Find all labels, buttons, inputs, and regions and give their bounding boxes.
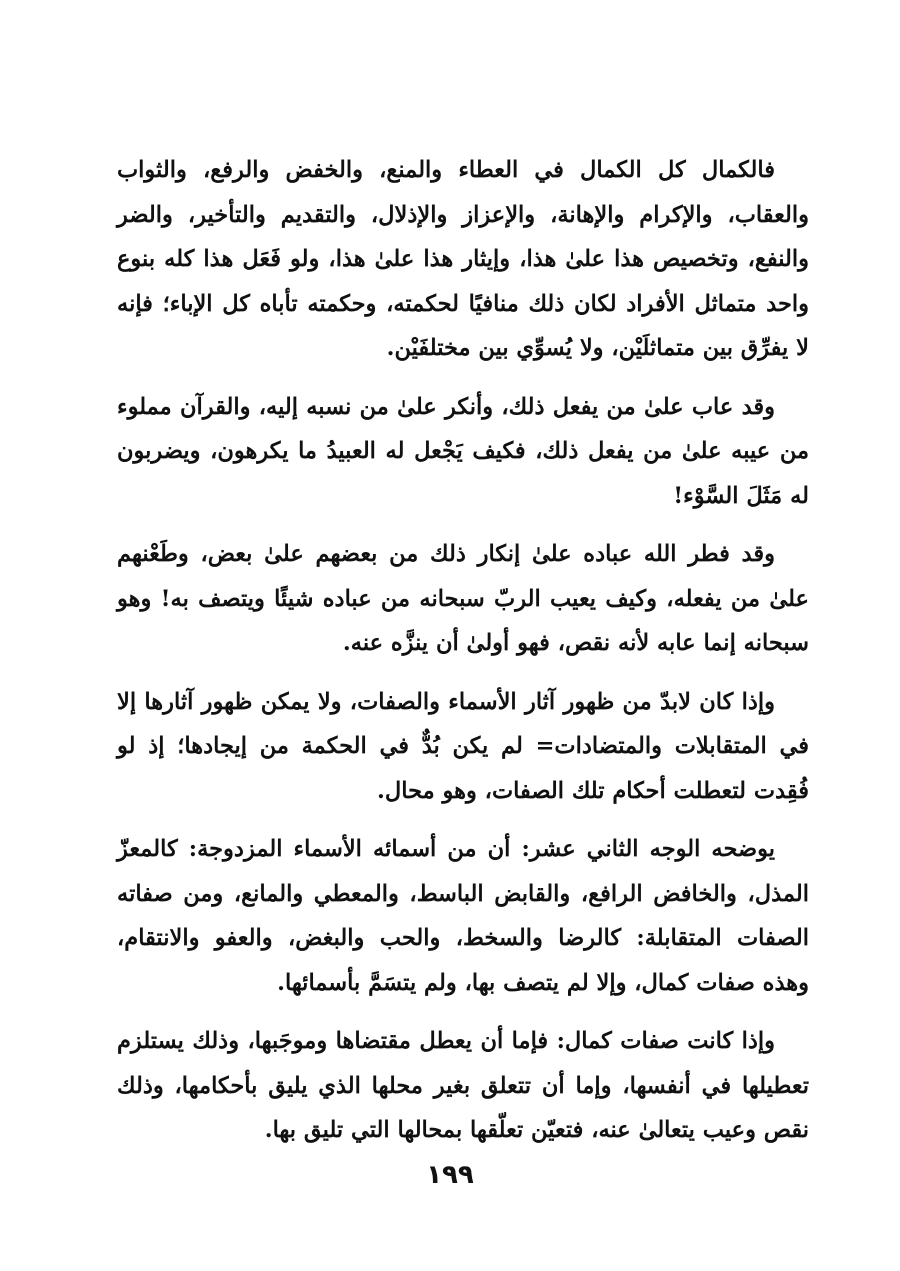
- paragraph-5: يوضحه الوجه الثاني عشر: أن من أسمائه الأسماء المزدوجة: كالمعزّ المذل، والخافض الرافع، والقابض الباسط، والمعطي والمانع، ومن صفاته الصفات المتقابلة: كالرضا والسخط، والحب والبغض، والعفو والانتقام، وهذه صفات كمال، وإلا لم يتصف بها، ولم يتسَمَّ بأسمائها.: [117, 836, 809, 996]
- paragraph-4: وإذا كان لابدّ من ظهور آثار الأسماء والصفات، ولا يمكن ظهور آثارها إلا في المتقابلات والمتضادات= لم يكن بُدٌّ في الحكمة من إيجادها؛ إذ لو فُقِدت لتعطلت أحكام تلك الصفات، وهو محال.: [117, 688, 809, 804]
- paragraph-1: فالكمال كل الكمال في العطاء والمنع، والخفض والرفع، والثواب والعقاب، والإكرام والإهانة، والإعزاز والإذلال، والتقديم والتأخير، والضر والنفع، وتخصيص هذا علىٰ هذا، وإيثار هذا علىٰ هذا، ولو فَعَل هذا كله بنوع واحد متماثل الأفراد لكان ذلك منافيًا لحكمته، وحكمته تأباه كل الإباء؛ فإنه لا يفرِّق بين متماثلَيْن، ولا يُسوِّي بين مختلفَيْن.: [117, 157, 809, 361]
- page-number: ١٩٩: [426, 1160, 474, 1190]
- page-body: [117, 148, 809, 1167]
- paragraph-6: وإذا كانت صفات كمال: فإما أن يعطل مقتضاها وموجَبها، وذلك يستلزم تعطيلها في أنفسها، وإما أن تتعلق بغير محلها الذي يليق بأحكامها، وذلك نقص وعيب يتعالىٰ عنه، فتعيّن تعلّقها بمحالها التي تليق بها.: [117, 1028, 809, 1143]
- paragraph-2: وقد عاب علىٰ من يفعل ذلك، وأنكر علىٰ من نسبه إليه، والقرآن مملوء من عيبه علىٰ من يفعل ذلك، فكيف يَجْعل له العبيدُ ما يكرهون، ويضربون له مَثَلَ السَّوْء!: [117, 393, 809, 509]
- paragraph-3: وقد فطر الله عباده علىٰ إنكار ذلك من بعضهم علىٰ بعض، وطَعْنهم علىٰ من يفعله، وكيف يعيب الربّ سبحانه من عباده شيئًا ويتصف به! وهو سبحانه إنما عابه لأنه نقص، فهو أولىٰ أن ينزَّه عنه.: [117, 541, 809, 656]
